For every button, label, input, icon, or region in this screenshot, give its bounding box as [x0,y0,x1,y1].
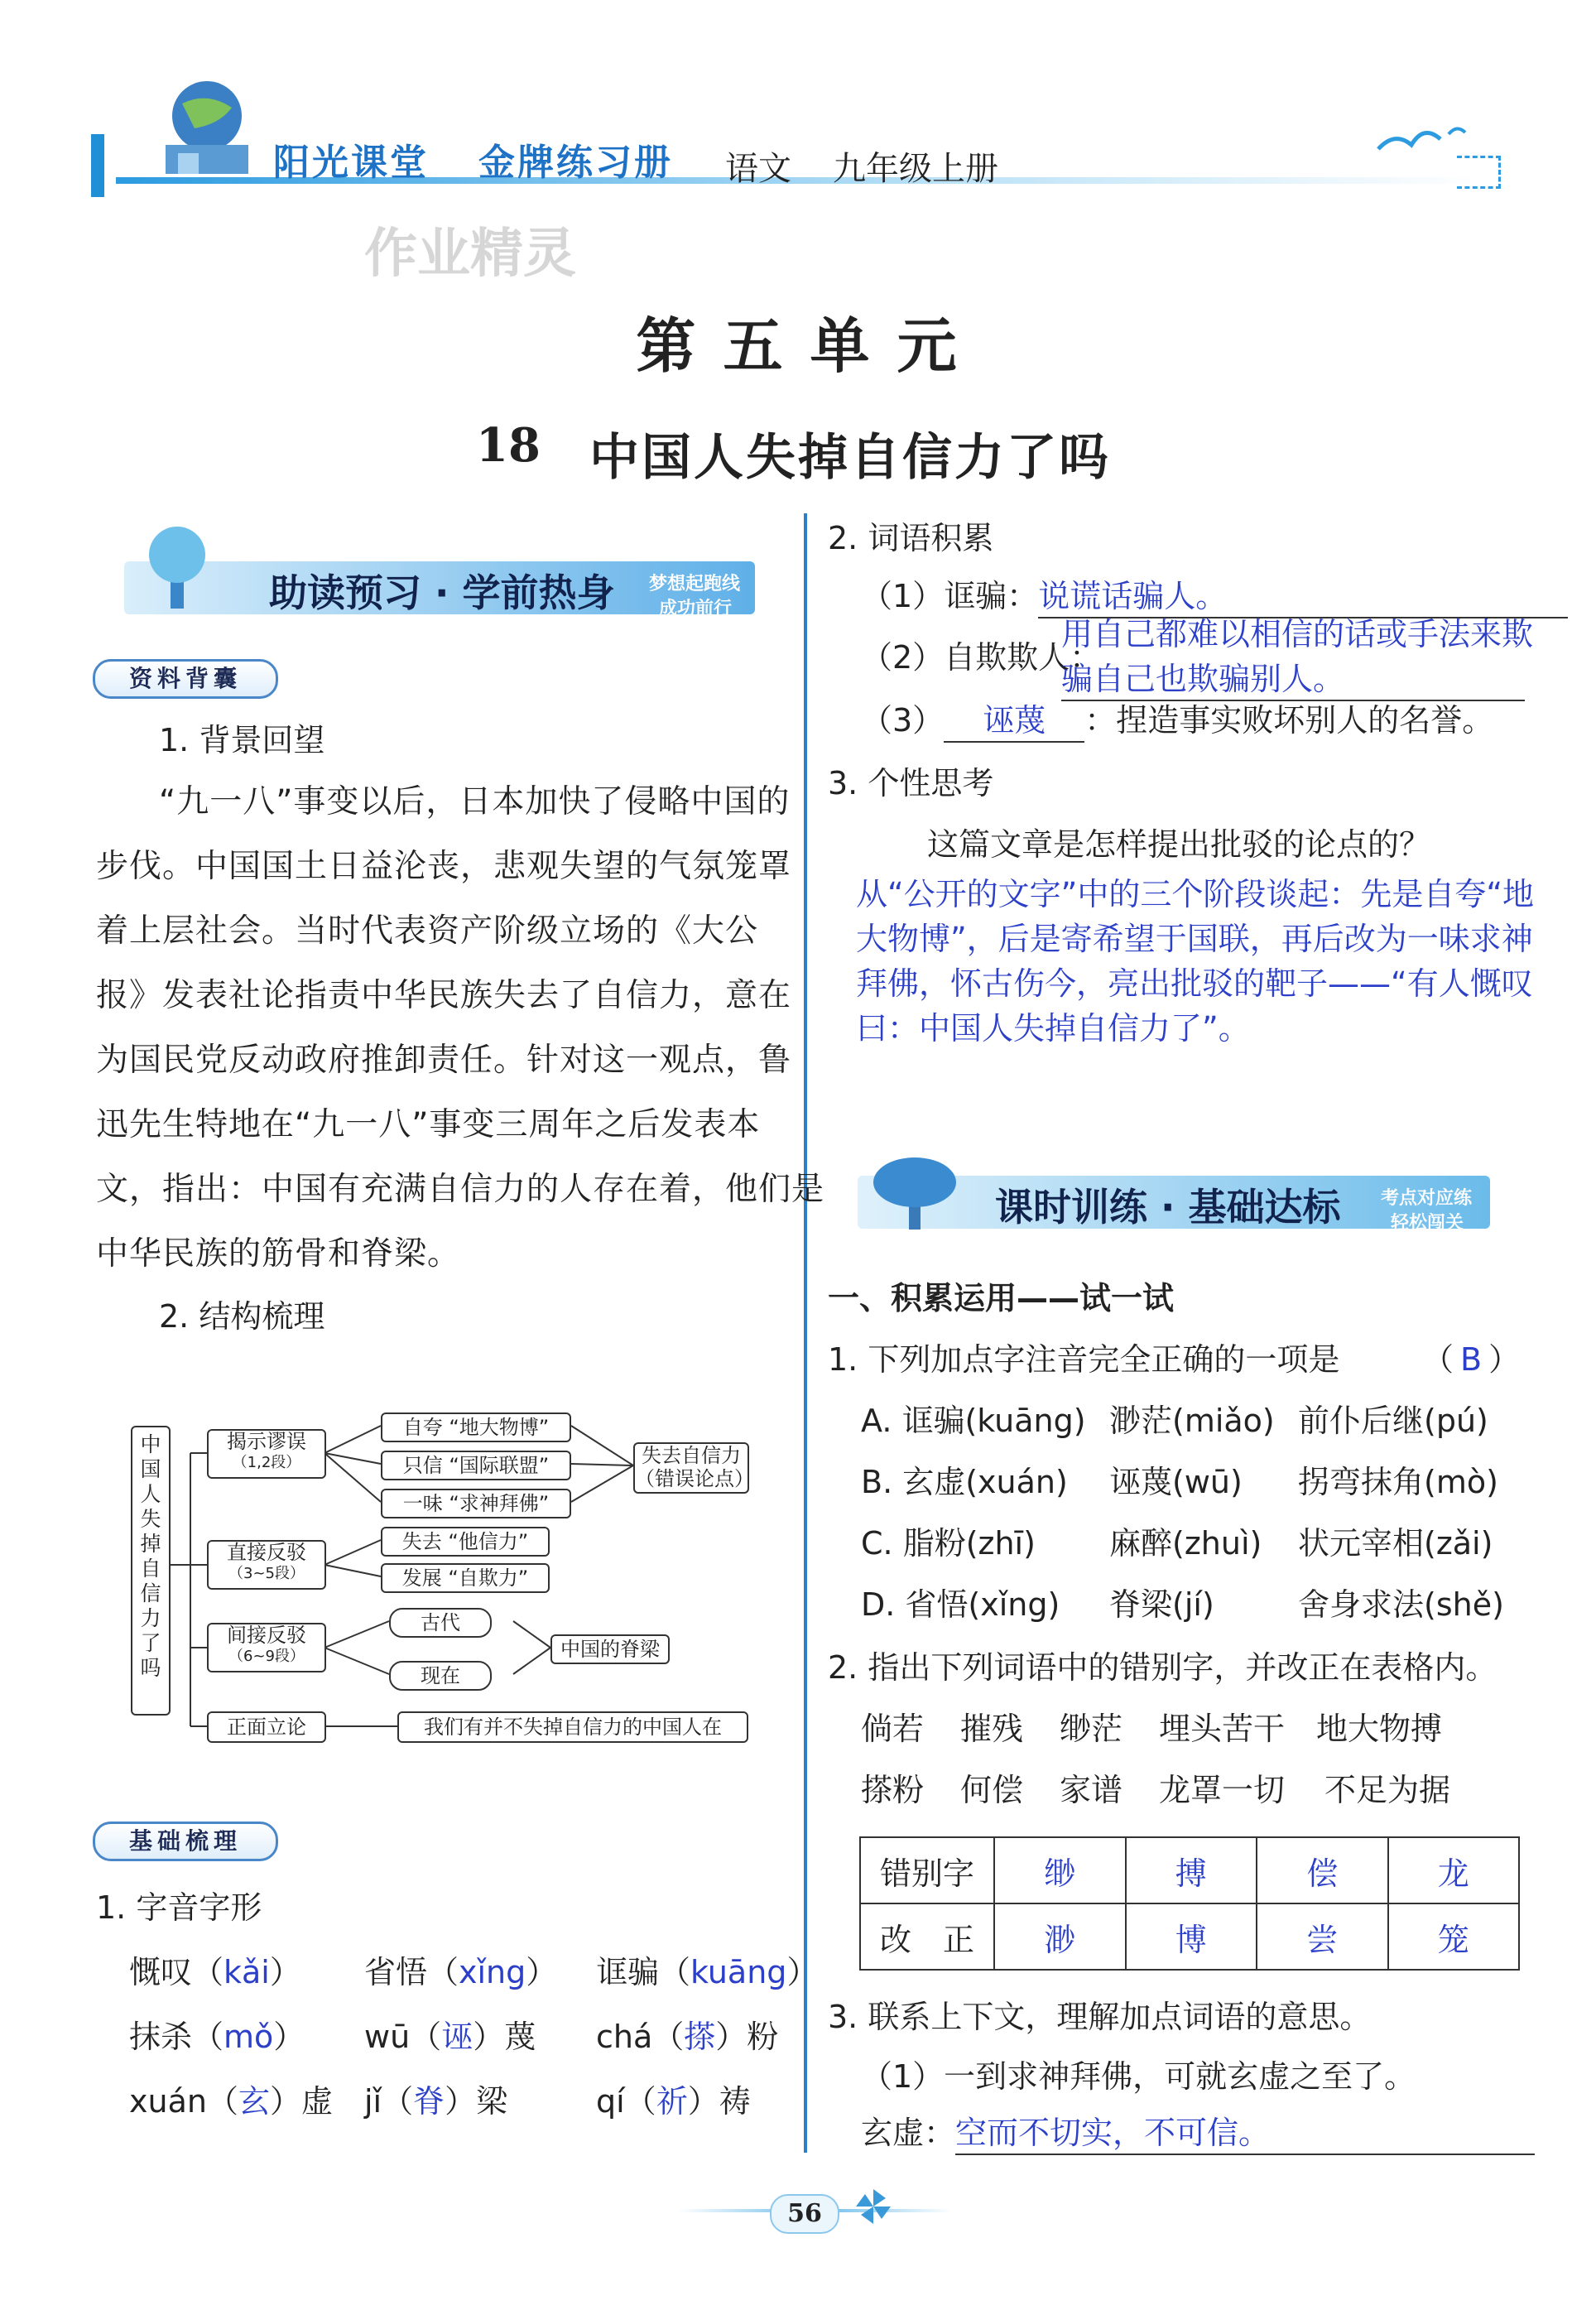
page-number: 56 [770,2194,839,2234]
q2-word-0-0: 倘若 [861,1711,925,1747]
practice-banner-title: 课时训练 · 基础达标 [995,1185,1341,1230]
practice-banner-sub1: 考点对应练 [1381,1188,1473,1209]
branch-2-sub: （3~5段） [228,1565,305,1582]
diagram-branch-1 [207,1429,326,1479]
diagram-root: 中国人失掉自信力了吗 [131,1426,171,1716]
diagram-leaf-4: 失去 “他信力” [381,1527,550,1557]
q1-opt-3-0: D. 省悟(xǐng) [861,1586,1060,1623]
table-cell-right-0: 渺 [994,1903,1126,1970]
birds-icon [1374,116,1473,166]
table-cell-wrong-2: 偿 [1257,1837,1388,1903]
vocab-heading: 2. 词语积累 [828,520,994,556]
q1-opt-0-0: A. 诓骗(kuāng) [861,1403,1086,1439]
tree-icon-2 [861,1151,969,1234]
q3-sub-1-answer-line: 玄虚：空而不切实，不可信。 [861,2113,1535,2155]
preview-banner-title: 助读预习 · 学前热身 [269,570,615,615]
vocab-2-label: （2）自欺欺人： [861,639,1102,676]
correction-table [859,1836,1520,1971]
think-answer-1: 大物博”，后是寄希望于国联，再后改为一味求神 [856,921,1533,957]
q1-opt-1-1: 诬蔑(wū) [1109,1464,1243,1500]
pron-item-0-1: 省悟（xǐng） [364,1954,558,1990]
q1-answer-bracket: （ B ） [1422,1341,1521,1378]
q1-answer: B [1460,1341,1483,1378]
column-divider [804,513,807,2153]
q3-stem: 3. 联系上下文，理解加点词语的意思。 [828,1999,1372,2035]
table-row [860,1903,1519,1970]
lesson-title: 中国人失掉自信力了吗 [589,429,1111,487]
q2-word-0-3: 埋头苦干 [1159,1711,1286,1747]
diagram-branch-2 [207,1540,326,1590]
globe-logo-icon [149,66,265,182]
table-cell-wrong-1: 搏 [1126,1837,1257,1903]
bg-line-7: 中华民族的筋骨和脊梁。 [96,1235,461,1273]
q2-word-1-4: 不足为据 [1324,1772,1451,1808]
structure-heading: 2. 结构梳理 [159,1298,325,1335]
vocab-1-answer: 说谎话骗人。 [1038,576,1568,618]
q2-word-1-2: 家谱 [1060,1772,1123,1808]
conclusion-1-a: 失去自信力 [642,1444,741,1467]
q2-word-1-0: 搽粉 [861,1772,925,1808]
q1-opt-3-2: 舍身求法(shě) [1298,1586,1504,1623]
branch-3-sub: （6~9段） [228,1648,305,1665]
q1-opt-2-1: 麻醉(zhuì) [1109,1525,1262,1562]
table-cell-right-2: 尝 [1257,1903,1388,1970]
preview-banner-sub2: 成功前行 [659,599,733,619]
diagram-leaf-6: 古代 [389,1608,492,1638]
vocab-1: （1）诓骗：说谎话骗人。 [861,576,1568,618]
diagram-conclusion-4: 我们有并不失掉自信力的中国人在 [397,1711,748,1743]
bg-line-6: 文，指出：中国有充满自信力的人存在着，他们是 [96,1171,825,1208]
q2-word-0-2: 缈茫 [1060,1711,1123,1747]
q2-word-1-3: 龙罩一切 [1159,1772,1286,1808]
branch-1-label: 揭示谬误 [227,1430,306,1453]
branch-2-label: 直接反驳 [227,1541,306,1564]
pron-item-2-1: jǐ（脊）梁 [364,2083,508,2120]
bg-line-0: “九一八”事变以后，日本加快了侵略中国的 [159,783,791,821]
unit-title: 第 五 单 元 [636,311,960,381]
branch-3-label: 间接反驳 [227,1624,306,1647]
q2-stem: 2. 指出下列词语中的错别字，并改正在表格内。 [828,1649,1497,1686]
vocab-2-answer-1: 用自己都难以相信的话或手法来欺 [1061,616,1534,652]
branch-1-sub: （1,2段） [232,1454,301,1471]
tree-icon [124,517,232,617]
q3-sub-1-answer: 空而不切实，不可信。 [955,2113,1535,2155]
header-grade: 九年级上册 [833,150,998,188]
table-header-wrong: 错别字 [860,1837,994,1903]
diagram-leaf-3: 一味 “求神拜佛” [381,1489,571,1518]
q2-word-1-1: 何偿 [960,1772,1024,1808]
vocab-3-answer: 诬蔑 [944,700,1084,743]
diagram-conclusion-1 [633,1442,754,1494]
bg-line-2: 着上层社会。当时代表资产阶级立场的《大公 [96,912,759,950]
pron-item-1-0: 抹杀（mǒ） [129,2019,305,2055]
pronunciation-heading: 1. 字音字形 [96,1889,262,1926]
q1-stem: 1. 下列加点字注音完全正确的一项是 [828,1341,1340,1378]
diagram-conclusion-3: 中国的脊梁 [550,1634,670,1664]
table-row [860,1837,1519,1903]
table-cell-wrong-0: 缈 [994,1837,1126,1903]
table-header-correct: 改 正 [860,1903,994,1970]
header-subject: 语文 [725,150,791,188]
tag-materials: 资料背囊 [93,659,278,699]
q1-opt-0-1: 渺茫(miǎo) [1109,1403,1275,1439]
pron-item-2-0: xuán（玄）虚 [129,2083,333,2120]
diagram-leaf-1: 自夸 “地大物博” [381,1412,571,1442]
vocab-2-answer-2: 骗自己也欺骗别人。 [1061,659,1525,701]
q2-word-0-4: 地大物搏 [1316,1711,1443,1747]
watermark: 作业精灵 [364,224,576,285]
pron-item-1-1: wū（诬）蔑 [364,2019,536,2055]
table-cell-right-3: 笼 [1388,1903,1520,1970]
bg-line-1: 步伐。中国国土日益沦丧，悲观失望的气氛笼罩 [96,848,792,885]
diagram-leaf-2: 只信 “国际联盟” [381,1451,571,1480]
q1-opt-1-0: B. 玄虚(xuán) [861,1464,1068,1500]
bg-line-5: 迅先生特地在“九一八”事变三周年之后发表本 [96,1106,761,1143]
q2-word-0-1: 摧残 [960,1711,1024,1747]
part-1-heading: 一、积累运用——试一试 [828,1280,1175,1316]
diagram-branch-3 [207,1623,326,1672]
pron-item-0-2: 诓骗（kuāng） [596,1954,819,1990]
q1-opt-1-2: 拐弯抹角(mò) [1298,1464,1498,1500]
pinwheel-icon [853,2186,894,2227]
pron-item-0-0: 慨叹（kǎi） [129,1954,301,1990]
table-cell-wrong-3: 龙 [1388,1837,1520,1903]
lesson-number: 18 [476,418,541,473]
background-heading: 1. 背景回望 [159,722,325,758]
tag-basics: 基础梳理 [93,1822,278,1861]
think-question: 这篇文章是怎样提出批驳的论点的？ [927,826,1431,863]
preview-banner-sub1: 梦想起跑线 [649,574,741,594]
table-cell-right-1: 博 [1126,1903,1257,1970]
diagram-branch-4: 正面立论 [207,1711,326,1743]
practice-banner-sub2: 轻松闯关 [1391,1213,1464,1234]
conclusion-1-b: （错误论点） [635,1467,754,1490]
bg-line-4: 为国民党反动政府推卸责任。针对这一观点，鲁 [96,1042,792,1079]
think-answer-2: 拜佛，怀古伤今，亮出批驳的靶子——“有人慨叹 [856,965,1533,1002]
pron-item-2-2: qí（祈）祷 [596,2083,751,2120]
diagram-leaf-5: 发展 “自欺力” [381,1563,550,1593]
think-answer-0: 从“公开的文字”中的三个阶段谈起：先是自夸“地 [856,876,1535,912]
think-heading: 3. 个性思考 [828,765,994,801]
q1-opt-3-1: 脊梁(jí) [1109,1586,1214,1623]
q1-opt-2-2: 状元宰相(zǎi) [1298,1525,1493,1562]
brand-2: 金牌练习册 [478,142,673,184]
think-answer-3: 曰：中国人失掉自信力了”。 [856,1010,1250,1047]
q1-opt-2-0: C. 脂粉(zhī) [861,1525,1036,1562]
q1-opt-0-2: 前仆后继(pú) [1298,1403,1488,1439]
q3-sub-1: （1）一到求神拜佛，可就玄虚之至了。 [861,2058,1416,2095]
vocab-3: （3） 诬蔑 ：捏造事实败坏别人的名誉。 [861,700,1493,743]
brand-1: 阳光课堂 [273,142,429,184]
pron-item-1-2: chá（搽）粉 [596,2019,779,2055]
diagram-leaf-7: 现在 [389,1661,492,1691]
bg-line-3: 报》发表社论指责中华民族失去了自信力，意在 [96,977,792,1014]
